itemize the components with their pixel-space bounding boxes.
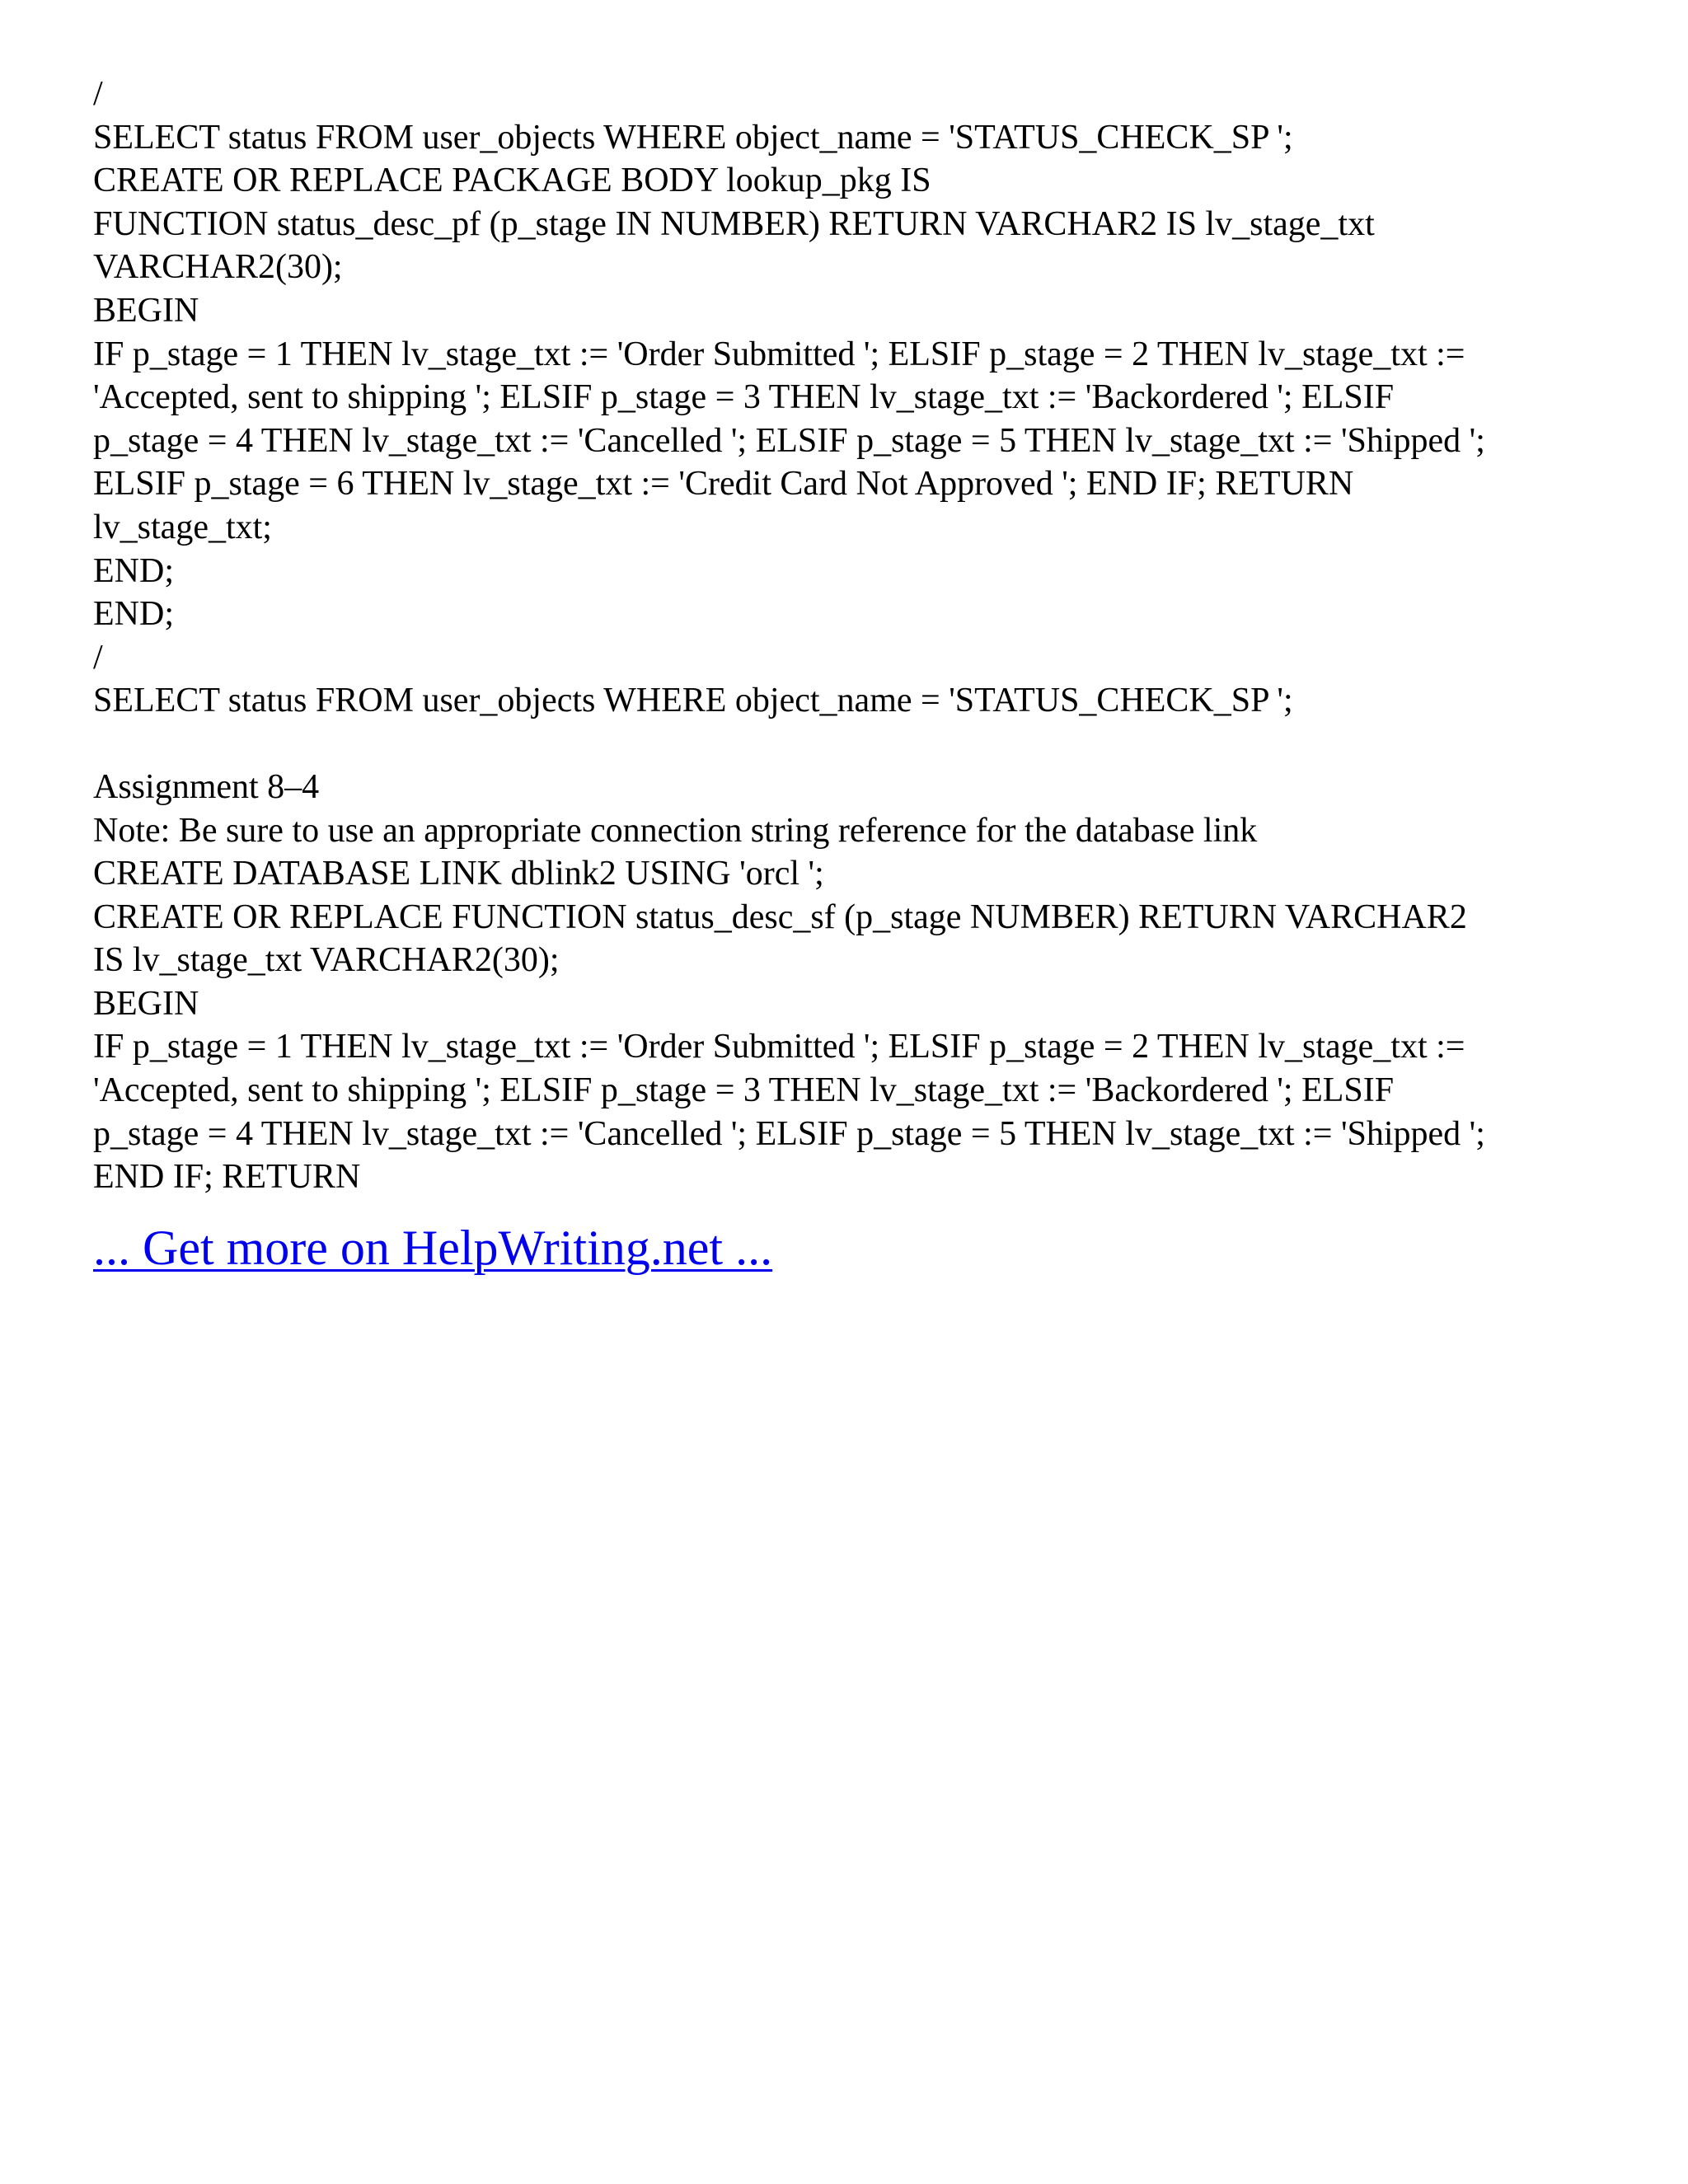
text-line: CREATE DATABASE LINK dblink2 USING 'orcl '; <box>93 855 824 893</box>
get-more-link[interactable]: ... Get more on HelpWriting.net ... <box>93 1220 773 1275</box>
text-line: SELECT status FROM user_objects WHERE object_name = 'STATUS_CHECK_SP '; <box>93 118 1293 157</box>
paragraph-gap <box>93 723 1618 766</box>
text-line: / <box>93 75 103 113</box>
text-line: END; <box>93 595 174 634</box>
text-line: p_stage = 4 THEN lv_stage_txt := 'Cancelled '; ELSIF p_stage = 5 THEN lv_stage_txt := 'Shipped '; <box>93 1114 1485 1153</box>
code-block-assignment <box>93 766 1618 1199</box>
text-line: 'Accepted, sent to shipping '; ELSIF p_stage = 3 THEN lv_stage_txt := 'Backordered '; ELSIF <box>93 1071 1395 1110</box>
text-line: lv_stage_txt; <box>93 508 272 546</box>
text-line: IF p_stage = 1 THEN lv_stage_txt := 'Order Submitted '; ELSIF p_stage = 2 THEN lv_stage_txt := <box>93 335 1465 373</box>
text-line: FUNCTION status_desc_pf (p_stage IN NUMBER) RETURN VARCHAR2 IS lv_stage_txt <box>93 204 1375 243</box>
assignment-heading: Assignment 8–4 <box>93 767 320 806</box>
text-line: BEGIN <box>93 291 199 330</box>
text-line: ELSIF p_stage = 6 THEN lv_stage_txt := 'Credit Card Not Approved '; END IF; RETURN <box>93 465 1354 504</box>
text-line: IF p_stage = 1 THEN lv_stage_txt := 'Order Submitted '; ELSIF p_stage = 2 THEN lv_stage_txt := <box>93 1028 1465 1066</box>
code-block-package <box>93 73 1618 723</box>
text-line: CREATE OR REPLACE PACKAGE BODY lookup_pkg IS <box>93 162 931 200</box>
text-line: Note: Be sure to use an appropriate connection string reference for the database link <box>93 811 1258 850</box>
text-line: END; <box>93 551 174 590</box>
text-line: END IF; RETURN <box>93 1158 361 1197</box>
text-line: IS lv_stage_txt VARCHAR2(30); <box>93 941 560 980</box>
text-line: p_stage = 4 THEN lv_stage_txt := 'Cancelled '; ELSIF p_stage = 5 THEN lv_stage_txt := 'Shipped '; <box>93 421 1485 460</box>
text-line: CREATE OR REPLACE FUNCTION status_desc_sf (p_stage NUMBER) RETURN VARCHAR2 <box>93 898 1467 936</box>
text-line: / <box>93 638 103 677</box>
document-page <box>93 73 1618 1277</box>
more-link-container <box>93 1219 1618 1277</box>
text-line: BEGIN <box>93 984 199 1023</box>
text-line: VARCHAR2(30); <box>93 248 343 287</box>
text-line: SELECT status FROM user_objects WHERE object_name = 'STATUS_CHECK_SP '; <box>93 682 1293 720</box>
text-line: 'Accepted, sent to shipping '; ELSIF p_stage = 3 THEN lv_stage_txt := 'Backordered '; ELSIF <box>93 378 1395 417</box>
